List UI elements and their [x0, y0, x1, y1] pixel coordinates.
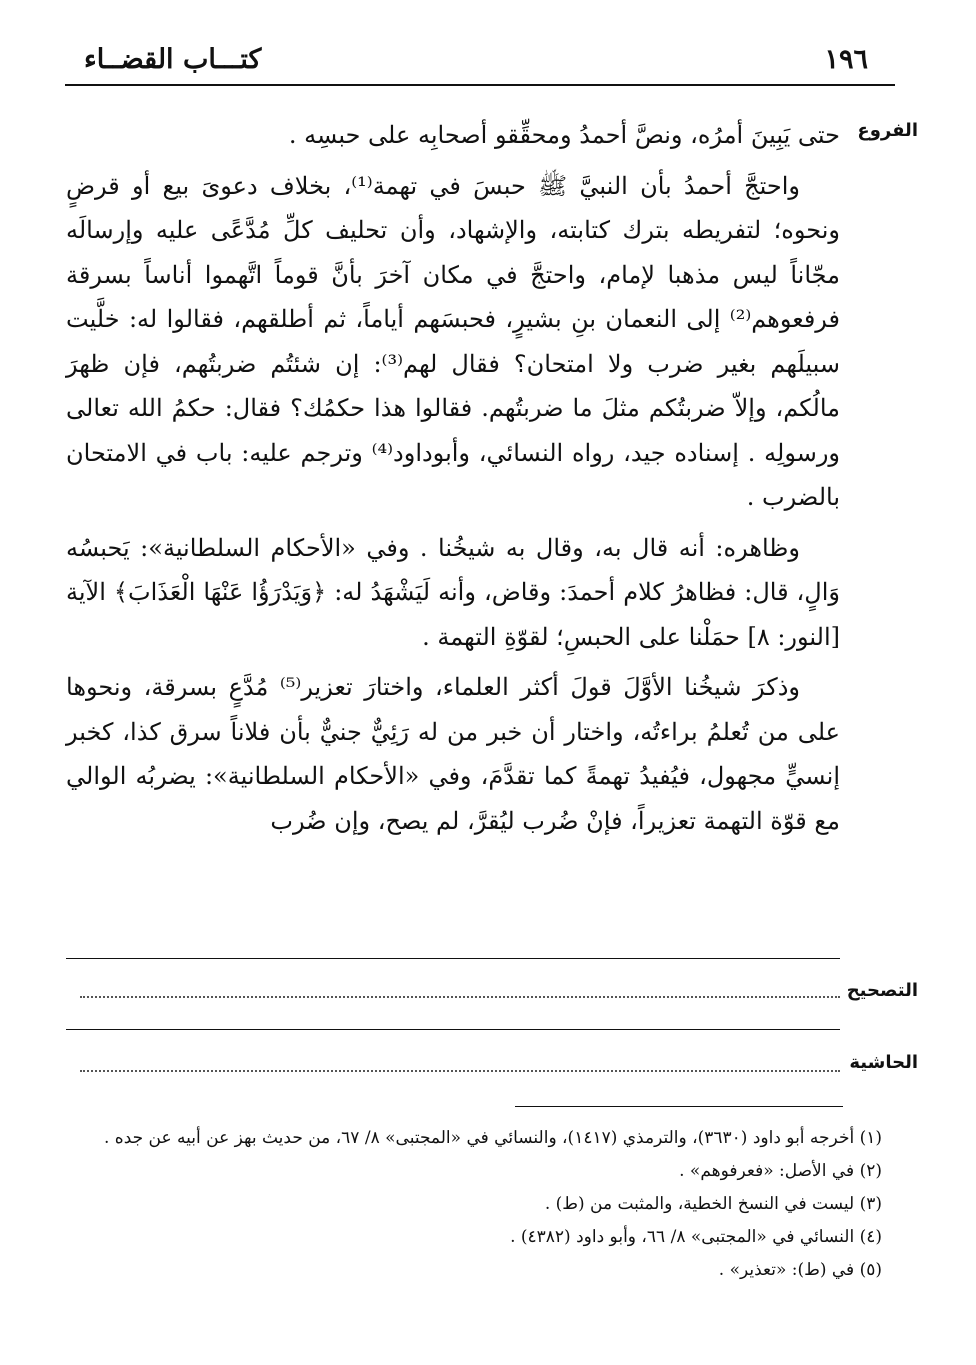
annotation-rule: [66, 1029, 840, 1030]
footnote-5: (٥) في (ط): «تعذير» .: [718, 1260, 882, 1280]
paragraph-1: حتى يَبِينَ أمرُه، ونصَّ أحمدُ ومحقِّقو أصحابِه على حبسِه .: [288, 121, 840, 149]
paragraph-3: وظاهره: أنه قال به، وقال به شيخُنا . وفي «الأحكام السلطانية»: يَحبسُه وَالٍ، قال: فظاهرُ كلام أحمدَ: وقاض، وأنه لَيَشْهَدُ له: ﴿وَيَدْرَؤُا عَنْهَا الْعَذَابَ﴾ الآية [النور: ٨] حمَلْنا على الحبسِ؛ لقوّةِ التهمة .: [66, 533, 840, 651]
annotation-dotted-line: [80, 1070, 840, 1072]
margin-label-correction: التصحيح: [846, 980, 918, 1001]
paragraph-4: وذكرَ شيخُنا الأوَّلَ قولَ أكثر العلماء، واختارَ تعزير⁽⁵⁾ مُدَّعٍ بسرقة، ونحوها على من تُعلمُ براءتُه، واختار أن خبر من له رَئِيٌّ جنيٌّ بأن فلاناً سرق كذا، كخبر إنسيٍّ مجهول، فيُفيدُ تهمةً كما تقدَّمَ، وفي «الأحكام السلطانية»: يضربُه الوالي مع قوّة التهمة تعزيراً، فإنْ ضُرب ليُقرَّ، لم يصح، وإن ضُرب: [66, 673, 840, 835]
footnote-4: (٤) النسائي في «المجتبى» ٨/ ٦٦، وأبو داود (٤٣٨٢) .: [510, 1227, 882, 1247]
main-text: [66, 113, 840, 843]
correction-rule: [66, 958, 840, 959]
running-title: كتـــاب القضــاء: [84, 44, 262, 75]
footnote-rule: [515, 1106, 843, 1107]
margin-label-branches: الفروع: [857, 120, 918, 141]
margin-label-annotation: الحاشية: [849, 1052, 918, 1073]
footnote-2: (٢) في الأصل: «فعرفوهم» .: [679, 1161, 882, 1181]
footnotes: [52, 1122, 882, 1287]
header-rule: [65, 84, 895, 86]
paragraph-2: واحتجَّ أحمدُ بأن النبيَّ ﷺ حبسَ في تهمة⁽¹⁾، بخلاف دعوىَ بيع أو قرضٍ ونحوه؛ لتفريطه بترك كتابته، والإشهاد، وأن تحليف كلِّ مُدَّعًى عليه وإرسالَه مجّاناً ليس مذهبا لإمام، واحتجَّ في مكان آخرَ بأنَّ قوماً اتَّهموا أناساً بسرقة فرفعوهم⁽²⁾ إلى النعمان بنِ بشيرٍ، فحبسَهم أياماً، ثم أطلقهم، فقالوا له: خلَّيت سبيلَهم بغير ضرب ولا امتحان؟ فقال لهم⁽³⁾: إن شئتُم ضربتُهم، فإن ظهرَ مالُكم، وإلاّ ضربتُكم مثلَ ما ضربتُهم. فقالوا هذا حكمُك؟ فقال: حكمُ الله تعالى ورسولِه . إسناده جيد، رواه النسائي، وأبوداود⁽⁴⁾ وترجم عليه: باب في الامتحان بالضرب .: [66, 171, 841, 511]
page-header: [62, 38, 890, 78]
correction-dotted-line: [80, 996, 840, 998]
page-number: ١٩٦: [824, 44, 868, 75]
footnote-1: (١) أخرجه أبو داود (٣٦٣٠)، والترمذي (١٤١٧)، والنسائي في «المجتبى» ٨/ ٦٧، من حديث بهز عن أبيه عن جده .: [103, 1128, 882, 1148]
footnote-3: (٣) ليست في النسخ الخطية، والمثبت من (ط) .: [544, 1194, 882, 1214]
